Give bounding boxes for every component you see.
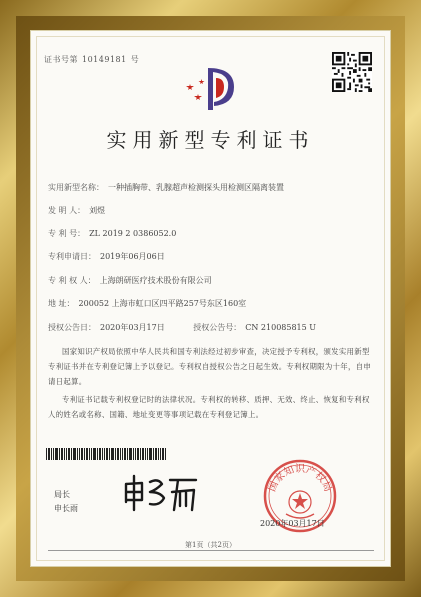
- field-patentee: [48, 275, 212, 286]
- field-address: [48, 298, 246, 309]
- bottom-divider: [48, 550, 374, 551]
- field-value: 200052 上海市虹口区四平路257号东区160室: [78, 299, 247, 308]
- field-label: 专利申请日：: [48, 252, 96, 261]
- field-label: 专 利 权 人：: [48, 276, 96, 285]
- certificate-paper: [30, 30, 391, 567]
- field-value: 2019年06月06日: [100, 252, 165, 261]
- field-value: 刘煜: [89, 206, 106, 215]
- field-value: 2020年03月17日: [100, 323, 165, 332]
- seal-date: 2020年03月17日: [260, 519, 325, 528]
- field-label: 实用新型名称：: [48, 183, 104, 192]
- certificate-title: 实用新型专利证书: [106, 128, 315, 152]
- field-application-date: [48, 251, 165, 262]
- field-utility-model-name: [48, 182, 284, 193]
- statement-paragraph-1: 国家知识产权局依照中华人民共和国专利法经过初步审查，决定授予专利权，颁发实用新型专利证书并在专利登记簿上予以登记。专利权自授权公告之日起生效。专利权期限为十年，自申请日起算。: [48, 347, 372, 386]
- field-value: 一种插胸带、乳腺超声检测探头用检测区隔离装置: [108, 183, 284, 192]
- director-name: 申长雨: [54, 504, 78, 513]
- field-inventor: [48, 205, 105, 216]
- page-number: 第1页（共2页）: [185, 541, 236, 549]
- director-signature-image: [120, 470, 200, 516]
- svg-text:国家知识产权局: [266, 463, 334, 494]
- field-label: 专 利 号：: [48, 229, 86, 238]
- field-value: CN 210085815 U: [245, 323, 317, 332]
- field-grant-date: [48, 322, 316, 333]
- seal-text: 国家知识产权局: [266, 464, 334, 494]
- cert-no-label: 证书号第: [44, 55, 78, 64]
- statement-paragraph-2: 专利证书记载专利权登记时的法律状况。专利权的转移、质押、无效、终止、恢复和专利权人的姓名或名称、国籍、地址变更等事项记载在专利登记簿上。: [48, 395, 370, 419]
- cert-no-suffix: 号: [130, 55, 140, 64]
- cert-no-value: 10149181: [82, 55, 127, 64]
- field-value: 上海朗研医疗技术股份有限公司: [99, 276, 212, 285]
- director-title: 局长: [54, 490, 70, 499]
- qr-code-icon: [332, 52, 372, 92]
- field-value: ZL 2019 2 0386052.0: [89, 229, 177, 238]
- patent-office-logo-icon: [180, 60, 240, 114]
- field-label: 授权公告日：: [48, 323, 96, 332]
- certificate-number: [44, 54, 139, 65]
- barcode-icon: [46, 448, 166, 460]
- field-patent-number: [48, 228, 176, 239]
- field-label: 发 明 人：: [48, 206, 86, 215]
- field-label: 授权公告号：: [193, 323, 242, 332]
- field-label: 地 址：: [48, 299, 75, 308]
- director-block: [54, 488, 78, 516]
